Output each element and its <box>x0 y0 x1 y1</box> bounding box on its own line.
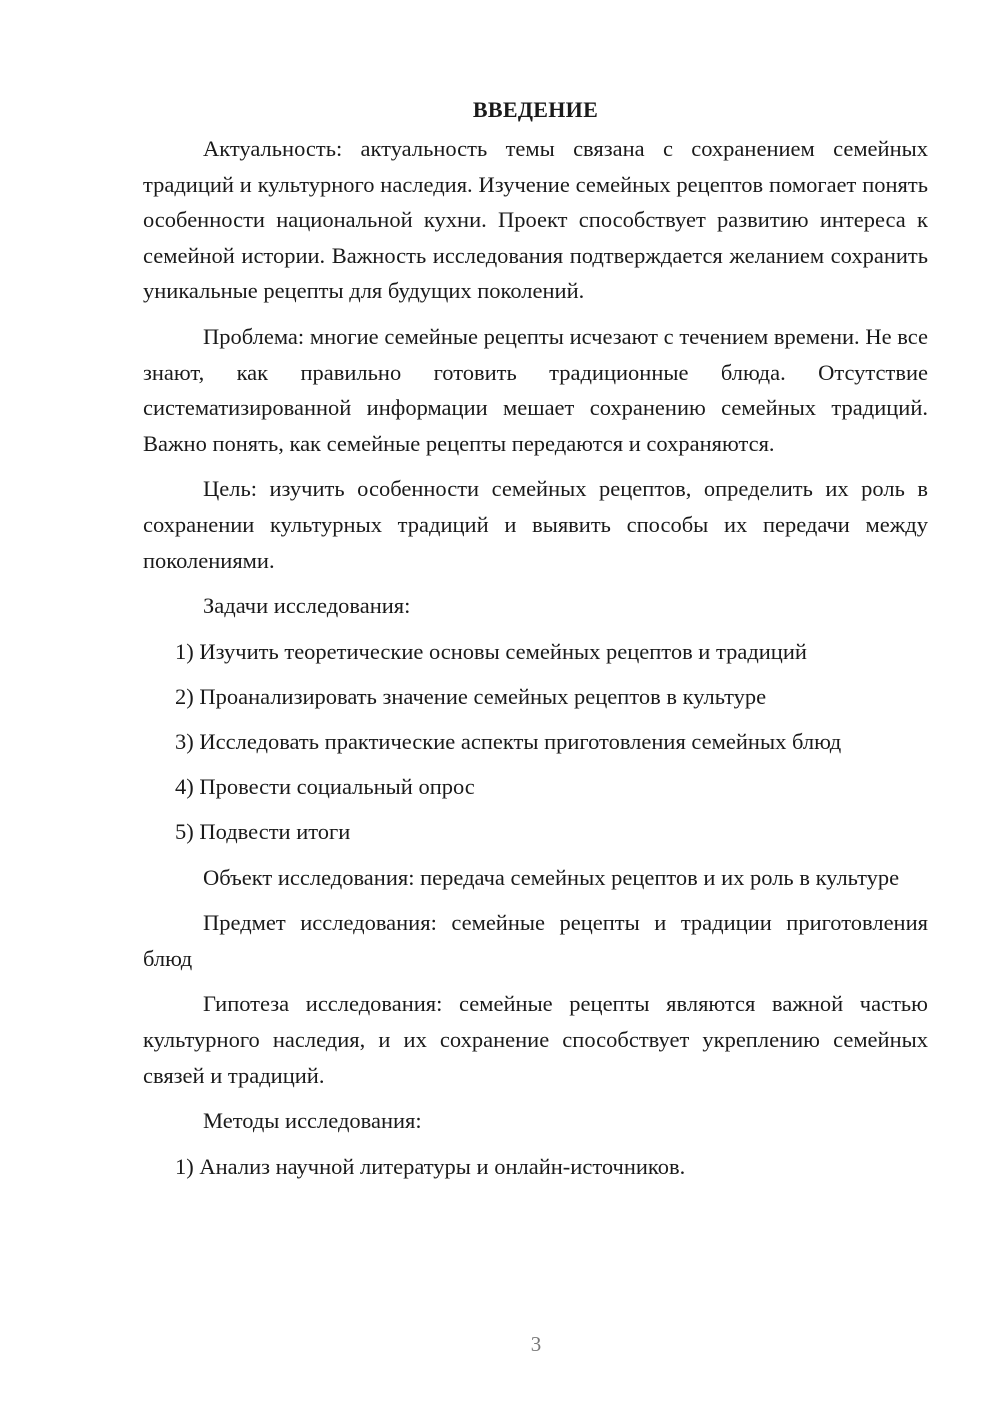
tasks-list <box>143 634 928 850</box>
hypothesis-paragraph: Гипотеза исследования: семейные рецепты являются важной частью культурного наследия, и их сохранение способствует укреплению семейных связей и традиций. <box>143 991 928 1088</box>
task-item: 1) Изучить теоретические основы семейных рецептов и традиций <box>175 638 807 664</box>
methods-list <box>143 1149 928 1185</box>
task-item: 2) Проанализировать значение семейных рецептов в культуре <box>175 683 767 709</box>
page-number: 3 <box>530 1332 542 1356</box>
object-paragraph: Объект исследования: передача семейных рецептов и их роль в культуре <box>203 864 900 890</box>
methods-heading: Методы исследования: <box>203 1108 422 1134</box>
goal-paragraph: Цель: изучить особенности семейных рецептов, определить их роль в сохранении культурных традиций и выявить способы их передачи между поколениями. <box>143 476 928 573</box>
document-page <box>143 92 928 1194</box>
document-title: ВВЕДЕНИЕ <box>472 97 599 122</box>
method-item: 1) Анализ научной литературы и онлайн-источников. <box>175 1153 686 1179</box>
relevance-paragraph: Актуальность: актуальность темы связана с сохранением семейных традиций и культурного наследия. Изучение семейных рецептов помогает понять особенности национальной кухни. Проект способствует развитию интереса к семейной истории. Важность исследования подтверждается желанием сохранить уникальные рецепты для будущих поколений. <box>143 136 928 304</box>
subject-paragraph: Предмет исследования: семейные рецепты и традиции приготовления блюд <box>143 910 928 971</box>
problem-paragraph: Проблема: многие семейные рецепты исчезают с течением времени. Не все знают, как правильно готовить традиционные блюда. Отсутствие систематизированной информации мешает сохранению семейных традиций. Важно понять, как семейные рецепты передаются и сохраняются. <box>143 323 928 456</box>
task-item: 3) Исследовать практические аспекты приготовления семейных блюд <box>175 729 842 755</box>
task-item: 4) Провести социальный опрос <box>175 774 475 800</box>
tasks-heading: Задачи исследования: <box>203 593 411 619</box>
task-item: 5) Подвести итоги <box>175 819 351 845</box>
